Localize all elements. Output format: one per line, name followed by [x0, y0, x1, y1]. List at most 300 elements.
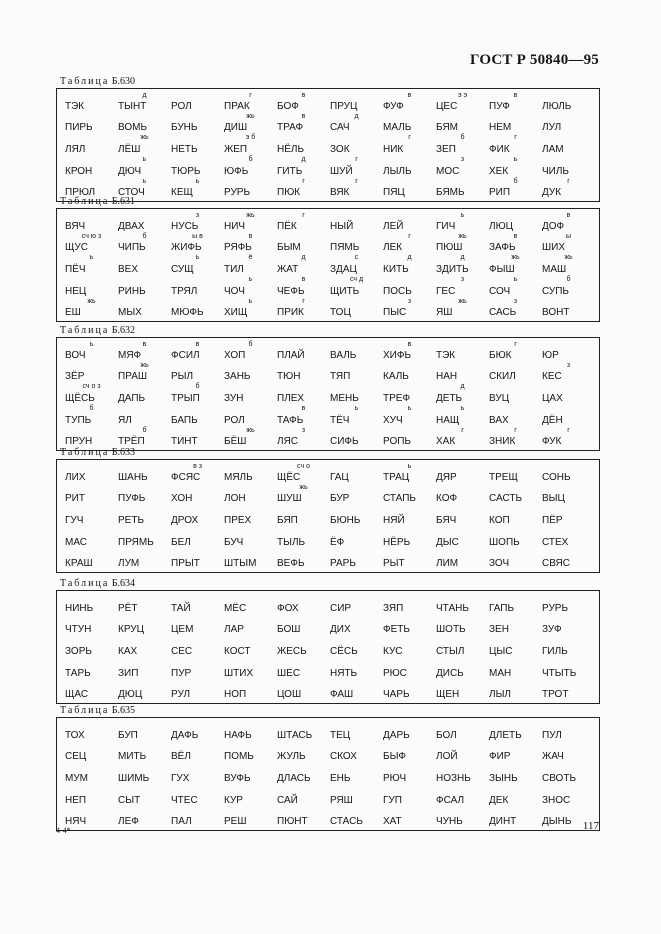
- table-cell: [224, 549, 277, 570]
- syllable-word: ГУХ: [171, 773, 190, 784]
- syllable-word: СУПЬ: [542, 286, 569, 297]
- syllable-word: КОСТ: [224, 646, 251, 657]
- pronunciation-mark: з: [195, 212, 200, 219]
- syllable-word: ВОНТ: [542, 307, 570, 318]
- syllable-word: ФУФ: [383, 101, 404, 112]
- syllable-word: ЩЁСЬ: [65, 393, 95, 404]
- syllable-word: ЖУЛЬ: [277, 751, 306, 762]
- table-cell: [383, 742, 436, 763]
- syllable-word: САСТЬ: [489, 493, 523, 504]
- table-cell: [171, 276, 224, 298]
- syllable-word: ЮФЬ: [224, 166, 249, 177]
- table-cell: [489, 615, 542, 636]
- syllable-word: ПРЯМЬ: [118, 537, 154, 548]
- syllable-word: СКОХ: [330, 751, 357, 762]
- word-table: [56, 717, 600, 831]
- syllable-word: ГИЛЬ: [542, 646, 568, 657]
- table-cell: [65, 463, 118, 484]
- pronunciation-mark: б: [460, 134, 465, 141]
- syllable-word: ЩЕН: [436, 689, 460, 700]
- table-cell: [330, 298, 383, 319]
- table-cell: [383, 156, 436, 178]
- table-cell: [224, 636, 277, 658]
- pronunciation-mark: г: [514, 134, 517, 141]
- syllable-word: НЕП: [65, 795, 87, 806]
- table-caption: [60, 76, 600, 88]
- table-cell: [436, 276, 489, 298]
- syllable-word: БУЧ: [224, 537, 244, 548]
- table-cell: [330, 254, 383, 276]
- pronunciation-mark: д: [460, 383, 465, 390]
- table-cell: [277, 807, 330, 828]
- table-cell: [65, 276, 118, 298]
- syllable-word: МИТЬ: [118, 751, 147, 762]
- table-cell: [224, 680, 277, 701]
- table-cell: [277, 233, 330, 254]
- table-cell: [277, 763, 330, 785]
- pronunciation-mark: г: [514, 427, 517, 434]
- table-cell: [277, 254, 330, 276]
- syllable-word: ЛЫЛЬ: [383, 166, 412, 177]
- syllable-word: СОЧ: [489, 286, 511, 297]
- syllable-word: ПРУН: [65, 436, 93, 447]
- syllable-word: ТРЫП: [171, 393, 200, 404]
- table-cell: [65, 658, 118, 680]
- table-cell: [277, 721, 330, 742]
- table-cell: [118, 427, 171, 448]
- table-cell: [171, 615, 224, 636]
- table-cell: [277, 463, 330, 484]
- pronunciation-mark: э э: [457, 92, 468, 99]
- table-cell: [436, 341, 489, 362]
- table-cell: [65, 212, 118, 233]
- table-section: [56, 705, 600, 831]
- pronunciation-mark: в: [301, 92, 306, 99]
- syllable-word: ГУП: [383, 795, 402, 806]
- pronunciation-mark: жь: [458, 233, 467, 240]
- table-cell: [330, 680, 383, 701]
- pronunciation-mark: г: [355, 156, 358, 163]
- table-section: [56, 325, 600, 451]
- table-cell: [383, 680, 436, 701]
- syllable-word: ХАК: [436, 436, 456, 447]
- syllable-word: НИЧ: [224, 221, 246, 232]
- table-cell: [489, 527, 542, 549]
- syllable-word: ФСЯС: [171, 472, 201, 483]
- pronunciation-mark: ь: [460, 212, 465, 219]
- syllable-word: ФИК: [489, 144, 510, 155]
- table-cell: [436, 484, 489, 505]
- syllable-word: ЧУНЬ: [436, 816, 463, 827]
- table-cell: [383, 113, 436, 134]
- syllable-word: ПЫС: [383, 307, 407, 318]
- table-cell: [436, 615, 489, 636]
- syllable-word: ПЮК: [277, 187, 301, 198]
- syllable-word: БЫМ: [277, 242, 301, 253]
- pronunciation-mark: д: [301, 254, 306, 261]
- table-cell: [224, 134, 277, 156]
- table-caption-word: Таблица: [60, 76, 110, 87]
- table-cell: [330, 807, 383, 828]
- syllable-word: ЗУН: [224, 393, 244, 404]
- table-cell: [383, 233, 436, 254]
- table-cell: [118, 680, 171, 701]
- pronunciation-mark: з: [301, 427, 306, 434]
- syllable-word: ЮР: [542, 350, 559, 361]
- table-cell: [224, 362, 277, 383]
- table-cell: [118, 341, 171, 362]
- syllable-word: ВЫЦ: [542, 493, 565, 504]
- table-cell: [436, 362, 489, 383]
- syllable-word: РЫЛ: [171, 371, 194, 382]
- syllable-word: РУРЬ: [542, 603, 569, 614]
- table-cell: [277, 405, 330, 427]
- syllable-word: ЩЁС: [277, 472, 301, 483]
- syllable-word: ЛЮЛЬ: [542, 101, 572, 112]
- table-cell: [489, 341, 542, 362]
- syllable-word: ЗЕН: [489, 624, 509, 635]
- table-cell: [65, 594, 118, 615]
- footer-sheet-mark: 4-4*: [56, 826, 71, 835]
- syllable-word: НИК: [383, 144, 404, 155]
- syllable-word: ДВАХ: [118, 221, 145, 232]
- table-cell: [65, 233, 118, 254]
- syllable-word: ХУЧ: [383, 415, 403, 426]
- table-cell: [118, 362, 171, 383]
- table-cell: [489, 254, 542, 276]
- syllable-word: РЮЧ: [383, 773, 407, 784]
- pronunciation-mark: г: [355, 178, 358, 185]
- table-cell: [383, 763, 436, 785]
- syllable-word: БЕЛ: [171, 537, 191, 548]
- table-cell: [277, 156, 330, 178]
- table-cell: [118, 113, 171, 134]
- table-cell: [118, 636, 171, 658]
- table-cell: [542, 463, 595, 484]
- table-cell: [436, 742, 489, 763]
- table-cell: [277, 636, 330, 658]
- table-cell: [489, 636, 542, 658]
- pronunciation-mark: ь: [407, 463, 412, 470]
- syllable-word: СКИЛ: [489, 371, 516, 382]
- syllable-word: ТЯП: [330, 371, 351, 382]
- table-cell: [171, 113, 224, 134]
- pronunciation-mark: ы в: [192, 233, 203, 240]
- table-cell: [277, 615, 330, 636]
- table-cell: [65, 156, 118, 178]
- syllable-word: ДИШ: [224, 122, 248, 133]
- syllable-word: САЙ: [277, 795, 298, 806]
- word-table: [56, 459, 600, 573]
- table-cell: [489, 807, 542, 828]
- table-cell: [383, 134, 436, 156]
- pronunciation-mark: сч о: [297, 463, 310, 470]
- pronunciation-mark: б: [89, 405, 94, 412]
- syllable-word: ЛАР: [224, 624, 244, 635]
- syllable-word: ЩУС: [65, 242, 88, 253]
- table-cell: [330, 405, 383, 427]
- pronunciation-mark: ь: [89, 254, 94, 261]
- syllable-word: ЧТАНЬ: [436, 603, 469, 614]
- table-cell: [65, 742, 118, 763]
- syllable-word: МЁС: [224, 603, 247, 614]
- table-cell: [224, 254, 277, 276]
- pronunciation-mark: б: [248, 341, 253, 348]
- pronunciation-mark: г: [461, 427, 464, 434]
- syllable-word: НЕТЬ: [171, 144, 198, 155]
- table-cell: [171, 298, 224, 319]
- syllable-word: ЛЫЛ: [489, 689, 511, 700]
- table-cell: [65, 721, 118, 742]
- table-cell: [65, 383, 118, 405]
- table-cell: [489, 92, 542, 113]
- pronunciation-mark: в з: [193, 463, 202, 470]
- syllable-word: ТЫНТ: [118, 101, 147, 112]
- syllable-word: НЕМ: [489, 122, 512, 133]
- syllable-word: ПИРЬ: [65, 122, 93, 133]
- table-cell: [436, 680, 489, 701]
- table-cell: [436, 156, 489, 178]
- syllable-word: ВЁЛ: [171, 751, 191, 762]
- syllable-word: ЖЕП: [224, 144, 248, 155]
- syllable-word: СЁСЬ: [330, 646, 358, 657]
- syllable-word: ФИР: [489, 751, 511, 762]
- syllable-word: РУЛ: [171, 689, 191, 700]
- syllable-word: ЗАФЬ: [489, 242, 516, 253]
- table-cell: [224, 298, 277, 319]
- syllable-word: СТАСЬ: [330, 816, 363, 827]
- table-cell: [542, 721, 595, 742]
- table-cell: [65, 763, 118, 785]
- pronunciation-mark: б: [142, 427, 147, 434]
- syllable-word: ПУЛ: [542, 730, 562, 741]
- table-cell: [118, 527, 171, 549]
- word-table: [56, 208, 600, 322]
- table-cell: [277, 505, 330, 527]
- syllable-word: ГИЧ: [436, 221, 456, 232]
- table-cell: [542, 254, 595, 276]
- syllable-word: ГАЦ: [330, 472, 349, 483]
- syllable-word: ДЫС: [436, 537, 459, 548]
- syllable-word: ТРОТ: [542, 689, 569, 700]
- syllable-word: МАН: [489, 668, 512, 679]
- pronunciation-mark: в: [301, 276, 306, 283]
- syllable-word: БЯМЬ: [436, 187, 465, 198]
- table-cell: [65, 134, 118, 156]
- table-cell: [171, 658, 224, 680]
- syllable-word: БЮК: [489, 350, 512, 361]
- table-cell: [171, 721, 224, 742]
- table-cell: [224, 405, 277, 427]
- table-cell: [383, 785, 436, 807]
- table-cell: [171, 807, 224, 828]
- table-cell: [542, 484, 595, 505]
- table-cell: [383, 636, 436, 658]
- syllable-word: ЖЕСЬ: [277, 646, 307, 657]
- table-section: [56, 76, 600, 202]
- pronunciation-mark: д: [142, 92, 147, 99]
- syllable-word: РУРЬ: [224, 187, 251, 198]
- syllable-word: ПЁР: [542, 515, 563, 526]
- table-cell: [436, 212, 489, 233]
- syllable-word: НЁЛЬ: [277, 144, 305, 155]
- pronunciation-mark: жь: [299, 484, 308, 491]
- table-cell: [277, 742, 330, 763]
- table-cell: [330, 341, 383, 362]
- table-cell: [489, 658, 542, 680]
- table-cell: [489, 383, 542, 405]
- syllable-word: ВЯЧ: [65, 221, 86, 232]
- syllable-word: ГЕС: [436, 286, 456, 297]
- syllable-word: ЯЛ: [118, 415, 132, 426]
- syllable-word: ТРАФ: [277, 122, 304, 133]
- syllable-word: НЫЙ: [330, 221, 354, 232]
- table-cell: [224, 615, 277, 636]
- syllable-word: ВЕХ: [118, 264, 139, 275]
- syllable-word: ПУФ: [489, 101, 510, 112]
- table-caption-number: Б.631: [111, 196, 136, 207]
- syllable-word: ЩИТЬ: [330, 286, 360, 297]
- table-cell: [489, 594, 542, 615]
- table-cell: [489, 233, 542, 254]
- table-cell: [330, 785, 383, 807]
- syllable-word: СТАПЬ: [383, 493, 416, 504]
- table-cell: [489, 484, 542, 505]
- table-cell: [436, 113, 489, 134]
- syllable-word: ВАЛЬ: [330, 350, 357, 361]
- table-cell: [224, 383, 277, 405]
- syllable-word: ТЫЛЬ: [277, 537, 306, 548]
- table-cell: [171, 341, 224, 362]
- table-caption-word: Таблица: [60, 447, 110, 458]
- table-cell: [542, 134, 595, 156]
- pronunciation-mark: ь: [89, 341, 94, 348]
- table-cell: [383, 383, 436, 405]
- table-cell: [118, 763, 171, 785]
- table-cell: [330, 527, 383, 549]
- syllable-word: ФСАЛ: [436, 795, 465, 806]
- table-cell: [436, 594, 489, 615]
- syllable-word: ЗЯП: [383, 603, 404, 614]
- syllable-word: РЫТ: [383, 558, 405, 569]
- table-cell: [65, 341, 118, 362]
- syllable-word: НОП: [224, 689, 247, 700]
- table-cell: [224, 807, 277, 828]
- syllable-word: ФСИЛ: [171, 350, 200, 361]
- table-cell: [436, 254, 489, 276]
- table-cell: [542, 549, 595, 570]
- table-cell: [65, 527, 118, 549]
- table-cell: [542, 276, 595, 298]
- table-cell: [277, 383, 330, 405]
- pronunciation-mark: ь: [513, 156, 518, 163]
- table-cell: [118, 658, 171, 680]
- table-cell: [277, 680, 330, 701]
- syllable-word: ДЮЦ: [118, 689, 143, 700]
- syllable-word: БЯЧ: [436, 515, 457, 526]
- syllable-word: ЛЁШ: [118, 144, 141, 155]
- pronunciation-mark: ь: [354, 405, 359, 412]
- syllable-word: КРОН: [65, 166, 93, 177]
- syllable-word: ЖАЧ: [542, 751, 564, 762]
- table-cell: [330, 233, 383, 254]
- table-caption-word: Таблица: [60, 578, 110, 589]
- pronunciation-mark: д: [407, 254, 412, 261]
- syllable-word: ЧИЛЬ: [542, 166, 569, 177]
- table-cell: [171, 134, 224, 156]
- table-caption: [60, 578, 600, 590]
- table-cell: [383, 254, 436, 276]
- pronunciation-mark: ь: [407, 405, 412, 412]
- syllable-word: ЛАМ: [542, 144, 564, 155]
- pronunciation-mark: сч д: [349, 276, 364, 283]
- syllable-word: КАЛЬ: [383, 371, 409, 382]
- word-table: [56, 590, 600, 704]
- table-cell: [224, 427, 277, 448]
- table-cell: [65, 254, 118, 276]
- syllable-word: СВЯС: [542, 558, 571, 569]
- table-cell: [489, 134, 542, 156]
- syllable-word: ШУЙ: [330, 166, 353, 177]
- syllable-word: ТРЯЛ: [171, 286, 198, 297]
- table-cell: [330, 594, 383, 615]
- syllable-word: ЖИФЬ: [171, 242, 202, 253]
- table-cell: [171, 527, 224, 549]
- syllable-word: БЯМ: [436, 122, 459, 133]
- syllable-word: НЯЧ: [65, 816, 87, 827]
- syllable-word: РЯФЬ: [224, 242, 252, 253]
- table-cell: [224, 721, 277, 742]
- table-cell: [118, 594, 171, 615]
- table-cell: [436, 92, 489, 113]
- syllable-word: ДЕТЬ: [436, 393, 463, 404]
- table-cell: [489, 362, 542, 383]
- table-cell: [171, 742, 224, 763]
- syllable-word: ЗЕП: [436, 144, 456, 155]
- standard-header: ГОСТ Р 50840—95: [469, 52, 599, 68]
- pronunciation-mark: сч ю з: [81, 233, 102, 240]
- pronunciation-mark: в: [566, 212, 571, 219]
- syllable-word: СТЕХ: [542, 537, 569, 548]
- syllable-word: СИР: [330, 603, 352, 614]
- table-cell: [383, 549, 436, 570]
- table-cell: [330, 427, 383, 448]
- table-cell: [436, 527, 489, 549]
- table-cell: [383, 594, 436, 615]
- table-cell: [65, 405, 118, 427]
- table-cell: [65, 549, 118, 570]
- table-cell: [277, 298, 330, 319]
- pronunciation-mark: ь: [460, 405, 465, 412]
- syllable-word: ЦЕС: [436, 101, 458, 112]
- syllable-word: ДИНТ: [489, 816, 517, 827]
- syllable-word: ЗАНЬ: [224, 371, 251, 382]
- syllable-word: ПРУЦ: [330, 101, 358, 112]
- table-cell: [65, 484, 118, 505]
- syllable-word: ТЕЦ: [330, 730, 351, 741]
- syllable-word: ПЁК: [277, 221, 297, 232]
- table-caption-number: Б.634: [111, 578, 136, 589]
- pronunciation-mark: д: [301, 156, 306, 163]
- table-cell: [118, 785, 171, 807]
- table-cell: [383, 658, 436, 680]
- table-cell: [489, 742, 542, 763]
- syllable-word: РЕТЬ: [118, 515, 145, 526]
- table-caption: [60, 325, 600, 337]
- syllable-word: БЁШ: [224, 436, 247, 447]
- table-cell: [542, 341, 595, 362]
- syllable-word: ЗОК: [330, 144, 350, 155]
